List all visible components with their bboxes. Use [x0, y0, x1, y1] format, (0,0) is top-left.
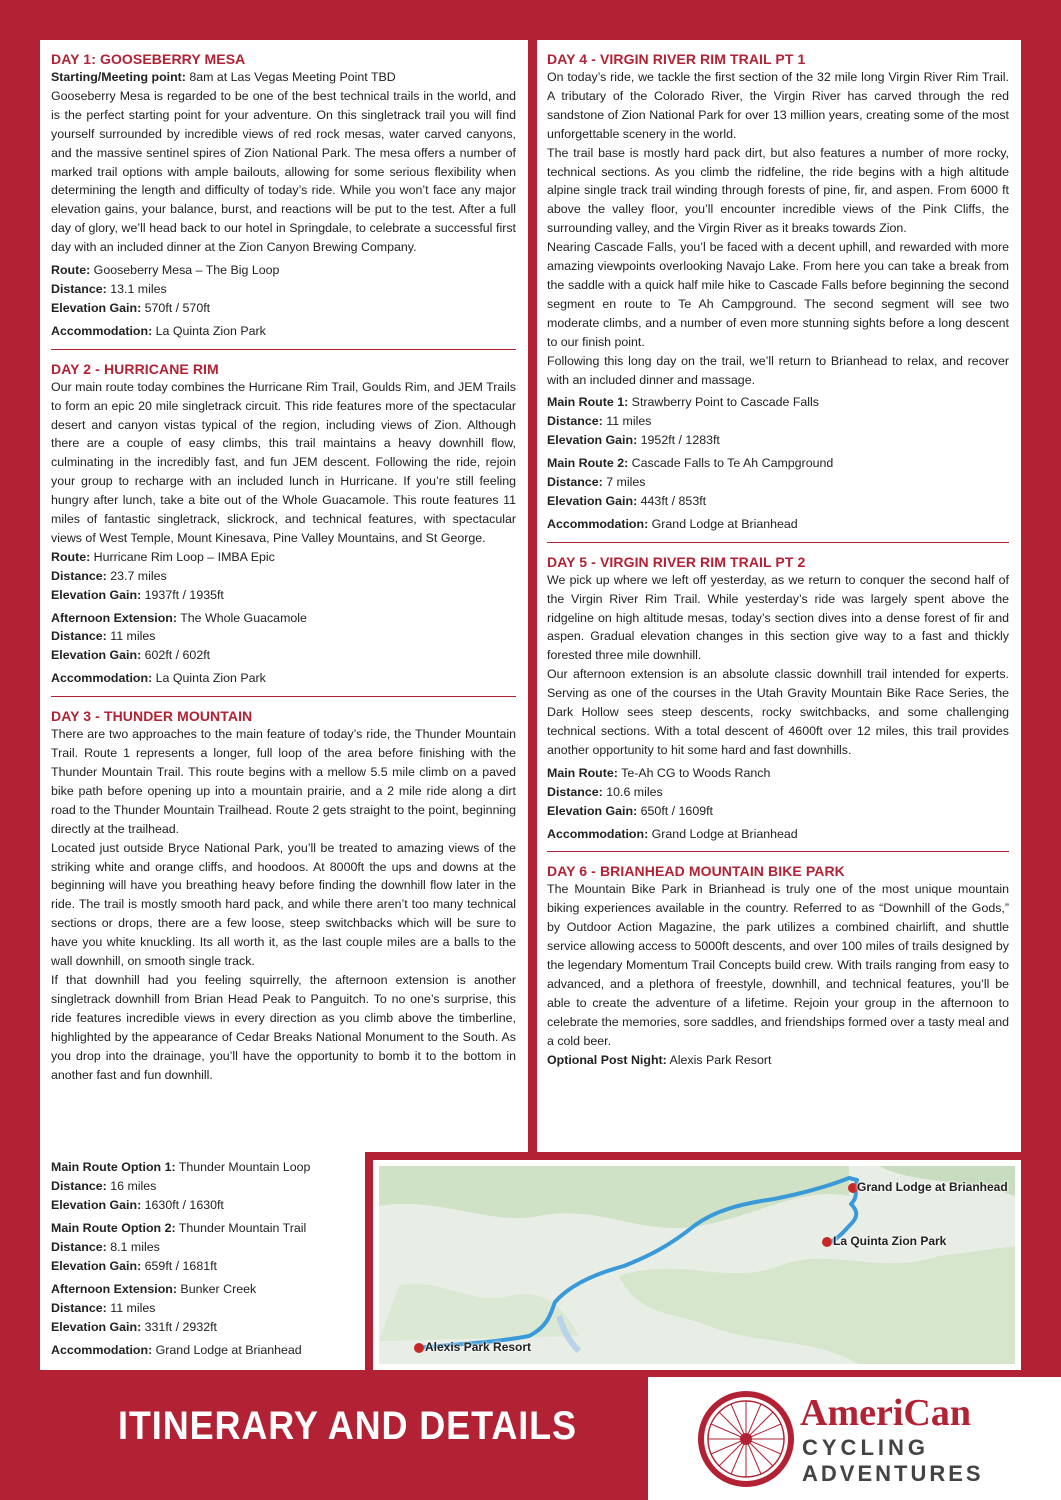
day2-title: DAY 2 - HURRICANE RIM	[51, 360, 219, 377]
map-label-brianhead: Grand Lodge at Brianhead	[857, 1180, 1008, 1194]
day4-route2: Main Route 2: Cascade Falls to Te Ah Campground	[547, 456, 834, 471]
day2-ext-elevation: Elevation Gain: 602ft / 602ft	[51, 648, 211, 663]
day4-route1: Main Route 1: Strawberry Point to Cascade Falls	[547, 395, 819, 410]
day3-body-3: If that downhill had you feeling squirrelly, the afternoon extension is another singletrack downhill from Brian Head Peak to Panguitch. To no one’s surprise, this ride features incredible views in every direction as you climb above the timberline, highlighted by the appearance of Cedar Breaks National Monument to the South. As you drop into the drainage, you’ll have the opportunity to bomb it to the bottom in another fast and fun downhill.	[51, 972, 516, 1082]
day3-section	[51, 707, 516, 1084]
brand-name: AmeriCan	[800, 1392, 971, 1434]
day6-post-night: Optional Post Night: Alexis Park Resort	[547, 1052, 772, 1067]
left-column	[40, 40, 528, 1152]
day5-route: Main Route: Te-Ah CG to Woods Ranch	[547, 765, 771, 780]
day5-section	[547, 553, 1009, 853]
day4-body-1: On today’s ride, we tackle the first section of the 32 mile long Virgin River Rim Trail. A tributary of the Colorado River, the Virgin River has carved through the red sandstone of Zion National Park for over 13 million years, creating some of the most unforgettable scenery in the world.	[547, 70, 1009, 141]
day6-section	[547, 862, 1009, 1069]
day3-option1-distance: Distance: 16 miles	[51, 1179, 157, 1193]
day5-elevation: Elevation Gain: 650ft / 1609ft	[547, 803, 713, 818]
day3-ext-distance: Distance: 11 miles	[51, 1301, 156, 1315]
day3-option2: Main Route Option 2: Thunder Mountain Trail	[51, 1221, 307, 1235]
day4-title: DAY 4 - VIRGIN RIVER RIM TRAIL PT 1	[547, 51, 806, 67]
day3-details	[40, 1152, 365, 1370]
day3-option1-elevation: Elevation Gain: 1630ft / 1630ft	[51, 1198, 224, 1212]
day5-title: DAY 5 - VIRGIN RIVER RIM TRAIL PT 2	[547, 553, 806, 570]
page-title: ITINERARY AND DETAILS	[118, 1404, 577, 1448]
day1-body: Gooseberry Mesa is regarded to be one of the best technical trails in the world, and is the perfect starting point for your adventure. On this singletrack trail you will find yourself surrounded by incredible views of red rock mesas, water carved canyons, and the massive sentinel spires of Zion National Park. The mesa offers a number of marked trail options with ample bailouts, allowing for some serious flexibility when determining the length and difficulty of today’s ride. While you won’t face any major elevation gains, your balance, burst, and reactions will be put to the test. After a full day of glory, we’ll head back to our hotel in Springdale, to celebrate a successful first day with an included dinner at the Zion Canyon Brewing Company.	[51, 88, 516, 255]
day4-body-2: The trail base is mostly hard pack dirt, but also features a number of more rocky, technical sections. As you climb the ridfeline, the ride begins with a high altitude alpine single track trail winding through forests of pine, fir, and aspen. From 6000 ft above the valley floor, you’ll encounter incredible views of the Pink Cliffs, the surrounding valley, and the Virgin River as it breaks towards Zion.	[547, 145, 1009, 236]
brand-line-1: CYCLING	[802, 1435, 929, 1460]
day1-section	[51, 50, 516, 350]
map-pin-alexis	[414, 1343, 424, 1353]
day1-accommodation: Accommodation: La Quinta Zion Park	[51, 323, 266, 338]
day3-option2-elevation: Elevation Gain: 659ft / 1681ft	[51, 1259, 217, 1273]
day5-body-2: Our afternoon extension is an absolute classic downhill trail intended for experts. Serving as one of the courses in the Utah Gravity Mountain Bike Race Series, the Dark Hollow sees steep descents, rocky switchbacks, and some challenging technical sections. With a total descent of 4600ft over 12 miles, this trail provides another opportunity to hit some hard and fast downhills.	[547, 667, 1009, 757]
day2-section	[51, 360, 516, 698]
day2-distance: Distance: 23.7 miles	[51, 568, 167, 583]
map-pin-laquinta	[822, 1237, 832, 1247]
bicycle-wheel-icon	[696, 1389, 796, 1489]
brand-line-2: ADVENTURES	[802, 1461, 984, 1486]
day3-option1: Main Route Option 1: Thunder Mountain Loop	[51, 1160, 311, 1174]
day6-body: The Mountain Bike Park in Brianhead is truly one of the most unique mountain biking experiences available in the country. Referred to as “Downhill of the Gods,” by Outdoor Action Magazine, the park utilizes a combined chairlift, and shuttle service allowing access to 5000ft descents, and over 100 miles of trails designed by the legendary Momentum Trail Concepts build crew. With trails ranging from easy to advanced, and a plethora of freestyle, downhill, and technical features, you’ll be able to create the adventure of a lifetime. Rejoin your group in the afternoon to celebrate the memories, sore saddles, and friendships formed over a tasty meal and a cold beer.	[547, 882, 1009, 1048]
route-map-graphic	[379, 1166, 1015, 1364]
day3-option2-distance: Distance: 8.1 miles	[51, 1240, 160, 1254]
day4-section	[547, 50, 1009, 543]
day4-route2-elevation: Elevation Gain: 443ft / 853ft	[547, 493, 707, 508]
right-column	[537, 40, 1021, 1152]
day1-title: DAY 1: GOOSEBERRY MESA	[51, 51, 246, 67]
day3-extension: Afternoon Extension: Bunker Creek	[51, 1282, 257, 1296]
day5-distance: Distance: 10.6 miles	[547, 784, 663, 799]
day4-route2-distance: Distance: 7 miles	[547, 475, 646, 490]
day3-body-2: Located just outside Bryce National Park, you’ll be treated to amazing views of the striking white and orange cliffs, and hoodoos. At 8000ft the ups and downs at the beginning will have you breathing heavy before finding the downhill flow later in the ride. The trail is mostly smooth hard pack, and while there aren’t too many technical sections or drops, there are a few loose, steep switchbacks which will be sure to have you white knuckling. Its all worth it, as the last couple miles are a balls to the wall downhill, on smooth single track.	[51, 840, 516, 969]
day4-route1-distance: Distance: 11 miles	[547, 414, 652, 429]
day4-accommodation: Accommodation: Grand Lodge at Brianhead	[547, 516, 798, 531]
route-map-panel	[373, 1160, 1021, 1370]
day2-extension: Afternoon Extension: The Whole Guacamole	[51, 610, 307, 625]
day2-body: Our main route today combines the Hurricane Rim Trail, Goulds Rim, and JEM Trails to form an epic 20 mile singletrack circuit. This ride features more of the spectacular desert and canyon vistas typical of the region, including views of Zion. Although there are a couple of easy climbs, this trail maintains a heavy downhill flow, culminating in the incredibly fast, and fun JEM descent. Following the ride, rejoin your group to recharge with an included lunch in Hurricane. If you’re still feeling hungry after lunch, take a bite out of the Whole Guacamole. This route features 11 miles of fantastic singletrack, slickrock, and technical features, with spectacular views of West Temple, Mount Kinesava, Pine Valley Mountains, and St George.	[51, 379, 516, 545]
day5-body-1: We pick up where we left off yesterday, as we return to conquer the second half of the Virgin River Rim Trail. While yesterday’s ride was largely spent above the ridgeline on high altitude mesas, today’s section dives into a dense forest of fir and aspen. Gradual elevation changes in this section give way to a fast and thickly forested three mile downhill.	[547, 572, 1009, 663]
day1-distance: Distance: 13.1 miles	[51, 281, 167, 296]
day1-route: Route: Gooseberry Mesa – The Big Loop	[51, 263, 280, 278]
day4-route1-elevation: Elevation Gain: 1952ft / 1283ft	[547, 433, 720, 448]
day3-accommodation: Accommodation: Grand Lodge at Brianhead	[51, 1343, 302, 1357]
day3-title: DAY 3 - THUNDER MOUNTAIN	[51, 708, 253, 725]
day4-body-3: Nearing Cascade Falls, you’l be faced with a decent uphill, and rewarded with more amazing viewpoints overlooking Navajo Lake. From here you can take a break from the saddle with a quick half mile hike to Cascade Falls before beginning the second segment en route to Te Ah Campground. The second segment will see two moderate climbs, and a number of even more stunning sights before a long descent to our finish point.	[547, 240, 1009, 349]
map-label-alexis: Alexis Park Resort	[425, 1340, 532, 1354]
brand-logo	[648, 1377, 1061, 1500]
day1-elevation: Elevation Gain: 570ft / 570ft	[51, 300, 211, 315]
day2-route: Route: Hurricane Rim Loop – IMBA Epic	[51, 549, 275, 564]
day2-elevation: Elevation Gain: 1937ft / 1935ft	[51, 587, 224, 602]
day5-accommodation: Accommodation: Grand Lodge at Brianhead	[547, 826, 798, 841]
day3-ext-elevation: Elevation Gain: 331ft / 2932ft	[51, 1320, 217, 1334]
day2-ext-distance: Distance: 11 miles	[51, 629, 156, 644]
day4-body-4: Following this long day on the trail, we’ll return to Brianhead to relax, and recover with an included dinner and massage.	[547, 353, 1009, 387]
map-label-laquinta: La Quinta Zion Park	[833, 1234, 947, 1248]
route-map	[379, 1166, 1015, 1364]
day2-accommodation: Accommodation: La Quinta Zion Park	[51, 671, 266, 686]
day6-title: DAY 6 - BRIANHEAD MOUNTAIN BIKE PARK	[547, 863, 845, 880]
day3-body-1: There are two approaches to the main feature of today’s ride, the Thunder Mountain Trail. Route 1 represents a longer, full loop of the area before finishing with the Thunder Mountain Trail. This route begins with a mellow 5.5 mile climb on a paved bike path before opening up into a mountain prairie, and a 2 mile ride along a dirt road to the Thunder Mountain Trailhead. Route 2 gets straight to the point, beginning directly at the trailhead.	[51, 727, 516, 836]
day1-meeting: Starting/Meeting point: 8am at Las Vegas Meeting Point TBD	[51, 70, 396, 84]
